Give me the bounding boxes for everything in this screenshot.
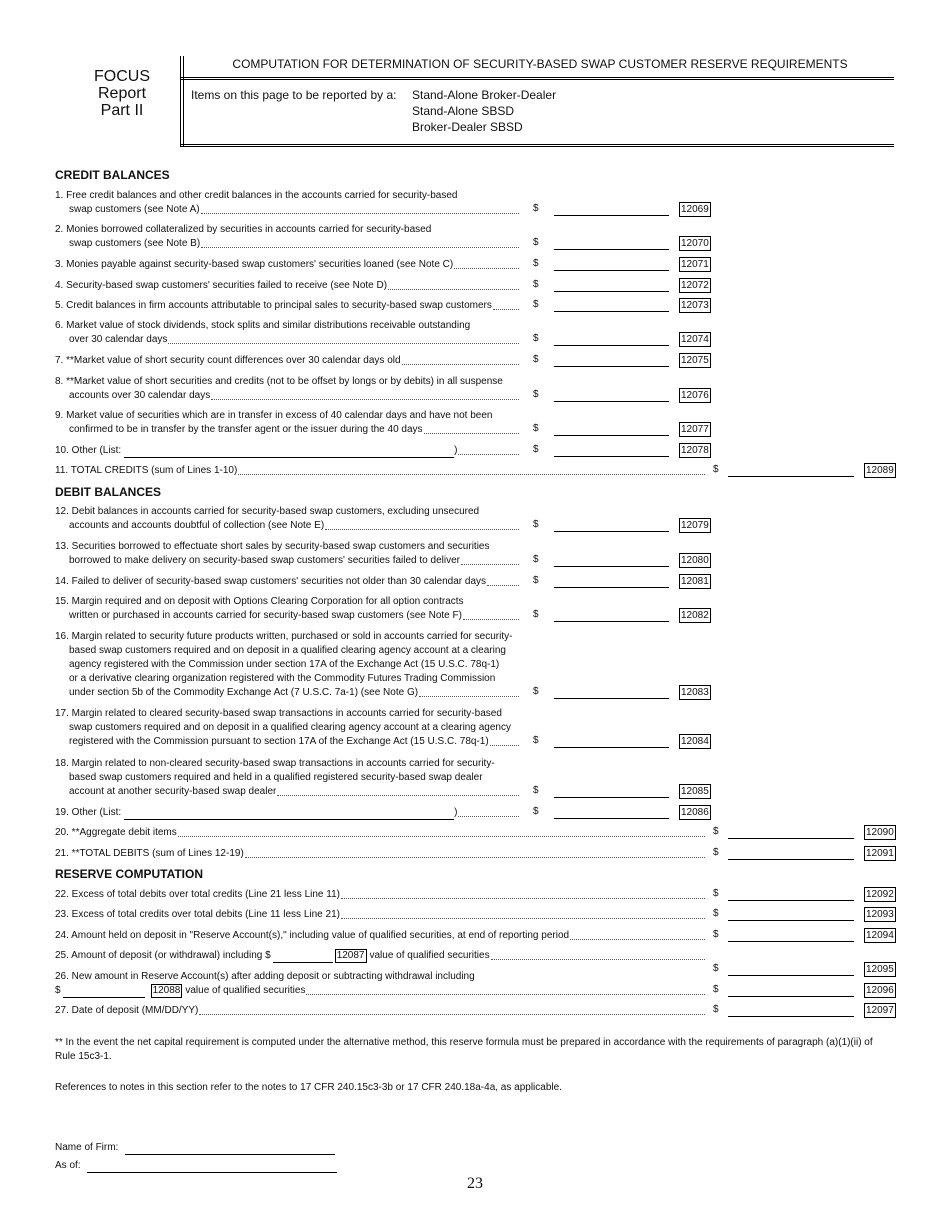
line-item-text xyxy=(55,237,520,251)
line-item-text: 12. Debit balances in accounts carried for security-based swap customers, excluding unsecured xyxy=(55,506,480,517)
amount-field-12078[interactable] xyxy=(554,456,669,457)
currency-sign: $ xyxy=(533,519,539,530)
reserve-amount-field[interactable] xyxy=(63,987,145,998)
line-item-text xyxy=(55,847,706,861)
line-item-10 xyxy=(55,444,520,458)
line-item-text-part: 27. Date of deposit (MM/DD/YY) xyxy=(55,1005,199,1016)
dot-leader xyxy=(454,267,519,269)
currency-sign: $ xyxy=(533,609,539,620)
line-item-text-part: swap customers (see Note B) xyxy=(69,238,201,249)
field-code-12071: 12071 xyxy=(681,259,709,270)
line-item-text-part: registered with the Commission pursuant to section 17A of the Exchange Act (15 U.S.C. 78q-1) xyxy=(69,736,489,747)
field-code-12095: 12095 xyxy=(866,964,894,975)
line-item-text-part: 19. Other (List: xyxy=(55,807,122,818)
field-code-12077: 12077 xyxy=(681,424,709,435)
line-item-text-part: over 30 calendar days xyxy=(69,334,168,345)
line-item-text-part: confirmed to be in transfer by the transfer agent or the issuer during the 40 days xyxy=(69,424,423,435)
amount-field-12080[interactable] xyxy=(554,566,669,567)
field-code-12080: 12080 xyxy=(681,555,709,566)
amount-field-12093[interactable] xyxy=(728,920,854,921)
line-item-text-part: swap customers (see Note A) xyxy=(69,204,200,215)
currency-sign: $ xyxy=(533,203,539,214)
line-item-text-part: under section 5b of the Commodity Exchange Act (7 U.S.C. 7a-1) (see Note G) xyxy=(69,687,419,698)
currency-sign: $ xyxy=(55,985,61,996)
line-item-7 xyxy=(55,354,520,368)
line-item-text xyxy=(55,519,520,533)
firm-name-row xyxy=(55,1141,335,1155)
line-item-text-part: 11. TOTAL CREDITS (sum of Lines 1-10) xyxy=(55,465,238,476)
currency-sign: $ xyxy=(533,575,539,586)
line-item-text-part: borrowed to make delivery on security-based swap customers' securities failed to deliver xyxy=(69,555,460,566)
amount-field-12092[interactable] xyxy=(728,900,854,901)
line-item-text xyxy=(55,735,520,749)
line-item-3 xyxy=(55,258,520,272)
dot-leader xyxy=(458,453,519,455)
dot-leader xyxy=(341,917,705,919)
dot-leader xyxy=(461,563,519,565)
as-of-label: As of: xyxy=(55,1160,81,1171)
focus-report-label xyxy=(84,68,160,119)
line-item-4 xyxy=(55,279,520,293)
line-item-8 xyxy=(55,375,520,403)
currency-sign: $ xyxy=(533,237,539,248)
line-item-text-part: 10. Other (List: xyxy=(55,445,122,456)
currency-sign: $ xyxy=(533,785,539,796)
line-item-text-part: 5. Credit balances in firm accounts attributable to principal sales to security-based swap customers xyxy=(55,300,492,311)
field-code-12083: 12083 xyxy=(681,687,709,698)
line-item-text xyxy=(55,554,520,568)
dot-leader xyxy=(201,212,519,214)
line-item-15 xyxy=(55,595,520,623)
field-code-box: 12087 xyxy=(336,950,365,961)
credit-balances-heading: CREDIT BALANCES xyxy=(55,168,170,182)
header-rule-top xyxy=(180,77,894,80)
dot-leader xyxy=(211,398,519,400)
currency-sign: $ xyxy=(713,908,719,919)
currency-sign: $ xyxy=(533,735,539,746)
dot-leader xyxy=(419,695,519,697)
currency-sign: $ xyxy=(533,279,539,290)
other-list-field[interactable] xyxy=(124,809,454,820)
currency-sign: $ xyxy=(713,826,719,837)
amount-field-12091[interactable] xyxy=(728,859,854,860)
firm-name-field[interactable] xyxy=(125,1144,335,1155)
line-item-6 xyxy=(55,319,520,347)
dot-leader xyxy=(341,897,705,899)
field-code-box: 12088 xyxy=(152,985,181,996)
header-divider-vertical xyxy=(180,56,184,147)
line-item-text-part: 20. **Aggregate debit items xyxy=(55,827,177,838)
line-item-text: 13. Securities borrowed to effectuate short sales by security-based swap customers and securities xyxy=(55,541,490,552)
line-item-text-part: 21. **TOTAL DEBITS (sum of Lines 12-19) xyxy=(55,848,244,859)
field-code-12085: 12085 xyxy=(681,786,709,797)
line-item-text-part: accounts and accounts doubtful of collection (see Note E) xyxy=(69,520,325,531)
line-item-9 xyxy=(55,409,520,437)
currency-sign: $ xyxy=(713,929,719,940)
amount-field-12076[interactable] xyxy=(554,401,669,402)
field-code-12094: 12094 xyxy=(866,930,894,941)
dot-leader xyxy=(458,815,519,817)
dot-leader xyxy=(178,835,705,837)
line-item-text: 16. Margin related to security future products written, purchased or sold in accounts carried for security- xyxy=(55,631,513,642)
as-of-row xyxy=(55,1159,337,1173)
field-code-12089: 12089 xyxy=(866,465,894,476)
header-rule-bottom xyxy=(180,144,894,147)
amount-field-12090[interactable] xyxy=(728,838,854,839)
field-code-12086: 12086 xyxy=(681,807,709,818)
amount-field-12075[interactable] xyxy=(554,366,669,367)
line-item-26 xyxy=(55,970,706,998)
line-item-text xyxy=(55,423,520,437)
reserve-computation-heading: RESERVE COMPUTATION xyxy=(55,867,204,881)
line-item-text-part: 4. Security-based swap customers' securities failed to receive (see Note D) xyxy=(55,280,388,291)
line-item-11 xyxy=(55,464,706,478)
line-item-12 xyxy=(55,505,520,533)
dot-leader xyxy=(168,342,519,344)
line-item-text xyxy=(55,984,706,998)
dot-leader xyxy=(424,432,519,434)
field-code-12096: 12096 xyxy=(866,985,894,996)
footnote-alternative-method: ** In the event the net capital requirement is computed under the alternative method, this reserve formula must be prepared in accordance with the requirements of paragraph (a)(1)(ii) of Rule 15c3-1. xyxy=(55,1037,873,1062)
currency-sign: $ xyxy=(713,984,719,995)
line-item-text: 8. **Market value of short securities and credits (not to be offset by longs or by debits) in all suspense xyxy=(55,376,503,387)
line-item-text: 17. Margin related to cleared security-based swap transactions in accounts carried for security-based xyxy=(55,708,502,719)
field-code-12097: 12097 xyxy=(866,1005,894,1016)
line-item-text: or a derivative clearing organization registered with the Commodity Futures Trading Commission xyxy=(69,673,496,684)
line-item-text-part: 3. Monies payable against security-based swap customers' securities loaned (see Note C) xyxy=(55,259,454,270)
field-code-12090: 12090 xyxy=(866,827,894,838)
amount-field-12089[interactable] xyxy=(728,476,854,477)
currency-sign: $ xyxy=(533,389,539,400)
line-item-text xyxy=(55,929,706,943)
dot-leader xyxy=(245,856,705,858)
dot-leader xyxy=(490,744,519,746)
currency-sign: $ xyxy=(533,354,539,365)
line-item-text xyxy=(55,575,520,589)
list-close-paren: ) xyxy=(454,445,458,456)
line-item-text-part: 23. Excess of total credits over total debits (Line 11 less Line 21) xyxy=(55,909,340,920)
as-of-field[interactable] xyxy=(87,1162,337,1173)
line-item-text xyxy=(55,299,520,313)
currency-sign: $ xyxy=(533,806,539,817)
line-item-text xyxy=(55,333,520,347)
line-item-text: 2. Monies borrowed collateralized by securities in accounts carried for security-based xyxy=(55,224,432,235)
line-item-text: 18. Margin related to non-cleared security-based swap transactions in accounts carried for security- xyxy=(55,758,495,769)
amount-field-12071[interactable] xyxy=(554,270,669,271)
amount-field-12073[interactable] xyxy=(554,311,669,312)
currency-sign: $ xyxy=(533,686,539,697)
currency-sign: $ xyxy=(713,888,719,899)
dot-leader xyxy=(491,958,705,960)
currency-sign: $ xyxy=(713,464,719,475)
line-item-text: based swap customers required and held in a qualified registered security-based swap dealer xyxy=(69,772,483,783)
field-code-12072: 12072 xyxy=(681,280,709,291)
amount-field-12095[interactable] xyxy=(728,975,854,976)
line-item-text-part: written or purchased in accounts carried for security-based swap customers (see Note F) xyxy=(69,610,462,621)
reported-by-label: Items on this page to be reported by a: xyxy=(191,88,397,102)
amount-field-12074[interactable] xyxy=(554,345,669,346)
field-code-12084: 12084 xyxy=(681,736,709,747)
line-item-5 xyxy=(55,299,520,313)
dot-leader xyxy=(463,618,519,620)
field-code-12073: 12073 xyxy=(681,300,709,311)
dot-leader xyxy=(201,246,519,248)
deposit-amount-field[interactable] xyxy=(273,952,333,963)
line-item-text-part: value of qualified securities xyxy=(369,950,490,961)
amount-field-12083[interactable] xyxy=(554,698,669,699)
dot-leader xyxy=(238,473,705,475)
amount-field-12077[interactable] xyxy=(554,435,669,436)
line-item-2 xyxy=(55,223,520,251)
line-item-text: 1. Free credit balances and other credit balances in the accounts carried for security-based xyxy=(55,190,458,201)
focus-line: FOCUS xyxy=(94,68,150,85)
page-title: COMPUTATION FOR DETERMINATION OF SECURITY-BASED SWAP CUSTOMER RESERVE REQUIREMENTS xyxy=(232,57,848,71)
entity-stand-alone-sbsd: Stand-Alone SBSD xyxy=(412,104,515,118)
amount-field-12069[interactable] xyxy=(554,215,669,216)
amount-field-12081[interactable] xyxy=(554,587,669,588)
field-code-12093: 12093 xyxy=(866,909,894,920)
page-number: 23 xyxy=(467,1175,483,1192)
line-item-text: 26. New amount in Reserve Account(s) after adding deposit or subtracting withdrawal including xyxy=(55,971,475,982)
dot-leader xyxy=(388,288,519,290)
line-item-text-part: accounts over 30 calendar days xyxy=(69,390,211,401)
amount-field-12094[interactable] xyxy=(728,941,854,942)
amount-field-12097[interactable] xyxy=(728,1016,854,1017)
amount-field-12072[interactable] xyxy=(554,291,669,292)
references-note: References to notes in this section refer to the notes to 17 CFR 240.15c3-3b or 17 CFR 240.18a-4a, as applicable. xyxy=(55,1082,562,1093)
amount-field-12079[interactable] xyxy=(554,531,669,532)
line-item-text-part: 7. **Market value of short security count differences over 30 calendar days old xyxy=(55,355,401,366)
currency-sign: $ xyxy=(533,258,539,269)
focus-line: Part II xyxy=(100,102,144,119)
line-item-text xyxy=(55,686,520,700)
amount-field-12084[interactable] xyxy=(554,747,669,748)
line-item-text xyxy=(55,354,520,368)
field-code-12079: 12079 xyxy=(681,520,709,531)
amount-field-12085[interactable] xyxy=(554,797,669,798)
field-code-12075: 12075 xyxy=(681,355,709,366)
line-item-25 xyxy=(55,949,706,963)
field-code-12069: 12069 xyxy=(681,204,709,215)
line-item-text xyxy=(55,949,706,963)
other-list-field[interactable] xyxy=(124,447,454,458)
line-item-text-part: 24. Amount held on deposit in "Reserve Account(s)," including value of qualified securities, at end of reporting period xyxy=(55,930,570,941)
focus-line: Report xyxy=(97,85,147,102)
line-item-text xyxy=(55,908,706,922)
currency-sign: $ xyxy=(713,1004,719,1015)
line-item-text xyxy=(55,444,520,458)
line-item-text xyxy=(55,203,520,217)
dot-leader xyxy=(277,794,519,796)
dot-leader xyxy=(487,584,519,586)
debit-balances-heading: DEBIT BALANCES xyxy=(55,485,162,499)
dot-leader xyxy=(199,1013,705,1015)
line-item-text xyxy=(55,785,520,799)
reporting-entities xyxy=(412,87,556,135)
line-item-text xyxy=(55,1004,706,1018)
dot-leader xyxy=(402,363,519,365)
line-item-text-part: 14. Failed to deliver of security-based swap customers' securities not older than 30 calendar days xyxy=(55,576,487,587)
amount-field-12082[interactable] xyxy=(554,621,669,622)
line-item-text xyxy=(55,258,520,272)
line-item-16 xyxy=(55,630,520,700)
line-item-text xyxy=(55,464,706,478)
field-code-12074: 12074 xyxy=(681,334,709,345)
currency-sign: $ xyxy=(713,963,719,974)
dot-leader xyxy=(306,993,705,995)
currency-sign: $ xyxy=(533,554,539,565)
list-close-paren: ) xyxy=(454,807,458,818)
dot-leader xyxy=(493,308,519,310)
line-item-text: agency registered with the Commission under section 17A of the Exchange Act (15 U.S.C. 78q-1) xyxy=(69,659,500,670)
line-item-21 xyxy=(55,847,706,861)
field-code-12092: 12092 xyxy=(866,889,894,900)
amount-field-12086[interactable] xyxy=(554,818,669,819)
line-item-text xyxy=(55,826,706,840)
line-item-text: 6. Market value of stock dividends, stock splits and similar distributions receivable outstanding xyxy=(55,320,471,331)
line-item-18 xyxy=(55,757,520,799)
currency-sign: $ xyxy=(533,444,539,455)
entity-stand-alone-bd: Stand-Alone Broker-Dealer xyxy=(412,88,557,102)
line-item-text: 9. Market value of securities which are in transfer in excess of 40 calendar days and have not been xyxy=(55,410,493,421)
currency-sign: $ xyxy=(533,333,539,344)
dot-leader xyxy=(570,938,705,940)
line-item-text-part: 25. Amount of deposit (or withdrawal) including $ xyxy=(55,950,271,961)
currency-sign: $ xyxy=(533,299,539,310)
line-item-text: swap customers required and on deposit in a qualified clearing agency account at a clearing agency xyxy=(69,722,511,733)
line-item-text xyxy=(55,279,520,293)
line-item-text: based swap customers required and on deposit in a qualified clearing agency account at a clearing xyxy=(69,645,506,656)
currency-sign: $ xyxy=(713,847,719,858)
line-item-24 xyxy=(55,929,706,943)
line-item-23 xyxy=(55,908,706,922)
line-item-19 xyxy=(55,806,520,820)
amount-field-12070[interactable] xyxy=(554,249,669,250)
line-item-13 xyxy=(55,540,520,568)
line-item-text-part: value of qualified securities xyxy=(185,985,306,996)
currency-sign: $ xyxy=(533,423,539,434)
field-code-12081: 12081 xyxy=(681,576,709,587)
line-item-22 xyxy=(55,888,706,902)
line-item-27 xyxy=(55,1004,706,1018)
entity-bd-sbsd: Broker-Dealer SBSD xyxy=(412,120,523,134)
line-item-17 xyxy=(55,707,520,749)
field-code-12076: 12076 xyxy=(681,390,709,401)
line-item-text-part: account at another security-based swap dealer xyxy=(69,786,277,797)
dot-leader xyxy=(325,528,519,530)
amount-field-12096[interactable] xyxy=(728,996,854,997)
line-item-1 xyxy=(55,189,520,217)
line-item-text xyxy=(55,389,520,403)
field-code-12078: 12078 xyxy=(681,445,709,456)
line-item-text xyxy=(55,806,520,820)
line-item-text xyxy=(55,609,520,623)
firm-name-label: Name of Firm: xyxy=(55,1142,119,1153)
line-item-text-part: 22. Excess of total debits over total credits (Line 21 less Line 11) xyxy=(55,889,340,900)
line-item-text xyxy=(55,888,706,902)
line-item-20 xyxy=(55,826,706,840)
field-code-12082: 12082 xyxy=(681,610,709,621)
field-code-12091: 12091 xyxy=(866,848,894,859)
line-item-text: 15. Margin required and on deposit with Options Clearing Corporation for all option contracts xyxy=(55,596,464,607)
field-code-12070: 12070 xyxy=(681,238,709,249)
line-item-14 xyxy=(55,575,520,589)
